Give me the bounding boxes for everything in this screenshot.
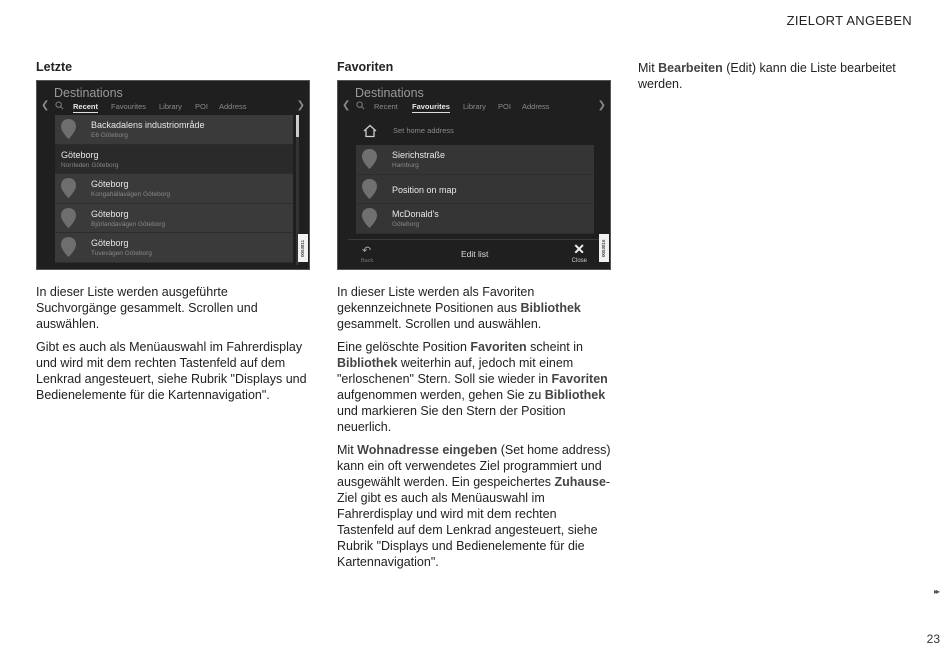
map-pin-icon	[60, 236, 77, 258]
destination-address: Kongahällavägen Göteborg	[91, 191, 171, 198]
screen-favourite-destinations	[337, 80, 611, 270]
destination-name: Göteborg	[91, 208, 129, 219]
close-icon[interactable]: ✕	[573, 241, 585, 257]
list-item[interactable]	[55, 204, 293, 234]
destination-address: Tuvevägen Göteborg	[91, 250, 152, 257]
bottom-action-bar	[348, 239, 600, 269]
paragraph: Eine gelöschte Position Favoriten scheint in Bibliothek weiterhin auf, jedoch mit einem "erloschenen" Stern. Soll sie wieder in Favoriten aufgenommen werden, gehen Sie zu Bibliothek und markieren Sie den Stern der Position neuerlich.	[337, 340, 608, 434]
map-pin-icon	[60, 207, 77, 229]
favourite-list	[356, 145, 594, 234]
tab-recent[interactable]: Recent	[73, 102, 99, 111]
column-edit	[638, 60, 914, 99]
tab-bar	[37, 100, 309, 114]
destination-name: Position on map	[392, 184, 457, 195]
destination-list	[55, 115, 293, 263]
screen-recent-destinations	[36, 80, 310, 270]
destination-name: Göteborg	[61, 149, 99, 160]
chevron-left-icon[interactable]: ❮	[41, 100, 50, 111]
destination-name: Sierichstraße	[392, 150, 446, 160]
search-icon[interactable]	[356, 101, 365, 110]
home-icon	[363, 124, 377, 138]
scrollbar-thumb[interactable]	[296, 115, 299, 137]
tab-favourites[interactable]: Favourites	[111, 102, 147, 111]
map-pin-icon	[60, 177, 77, 199]
section-title-recent: Letzte	[36, 60, 73, 74]
close-label[interactable]: Close	[571, 258, 587, 264]
map-pin-icon	[361, 178, 378, 200]
destination-address: Hamburg	[392, 162, 419, 169]
list-item[interactable]	[55, 174, 293, 204]
tab-address[interactable]: Address	[522, 102, 550, 111]
chapter-title: ZIELORT ANGEBEN	[786, 13, 912, 28]
tab-library[interactable]: Library	[159, 102, 182, 111]
destination-address: Göteborg	[392, 221, 420, 228]
destination-address: Norrleden Göteborg	[61, 161, 119, 169]
edit-list-button[interactable]: Edit list	[461, 249, 489, 259]
image-code: 0053816	[599, 234, 609, 262]
back-arrow-icon[interactable]: ↶	[362, 245, 372, 257]
destination-name: Göteborg	[91, 238, 129, 248]
destination-address: Björlandavägen Göteborg	[91, 220, 166, 228]
chevron-left-icon[interactable]: ❮	[342, 100, 351, 111]
list-item[interactable]	[356, 204, 594, 234]
screen-title: Destinations	[54, 86, 123, 100]
paragraph: Gibt es auch als Menüauswahl im Fahrerdisplay und wird mit dem rechten Tastenfeld auf dem Lenkrad angesteuert, siehe Rubrik "Displays und Bedienelemente für die Kartennavigation".	[36, 340, 307, 402]
paragraph: Mit Wohnadresse eingeben (Set home address) kann ein oft verwendetes Ziel programmiert und ausgewählt werden. Ein gespeichertes Zuhause-Ziel gibt es auch als Menüauswahl im Fahrerdisplay und wird mit dem rechten Tastenfeld auf dem Lenkrad angesteuert, siehe Rubrik "Displays und Bedienelemente für die Kartennavigation".	[337, 443, 611, 569]
chevron-right-icon[interactable]: ❯	[597, 100, 606, 111]
paragraph: In dieser Liste werden als Favoriten gekennzeichnete Positionen aus Bibliothek gesammelt. Scrollen und auswählen.	[337, 285, 581, 331]
map-pin-icon	[60, 118, 77, 140]
set-home-address-item[interactable]	[356, 117, 594, 145]
image-code: 0053811	[298, 234, 308, 262]
destination-name: Göteborg	[91, 179, 129, 189]
tab-poi[interactable]: POI	[498, 102, 511, 111]
destination-name: McDonald's	[392, 209, 439, 219]
search-icon[interactable]	[55, 101, 64, 110]
next-page-icon[interactable]: ▸▸	[933, 587, 938, 596]
list-item[interactable]	[356, 145, 594, 175]
list-item[interactable]	[55, 115, 293, 145]
list-item[interactable]	[55, 233, 293, 263]
map-pin-icon	[361, 148, 378, 170]
destination-name: Backadalens industriområde	[91, 120, 205, 130]
tab-address[interactable]: Address	[219, 102, 247, 111]
screen-title: Destinations	[355, 86, 424, 100]
tab-favourites[interactable]: Favourites	[412, 102, 450, 111]
paragraph: Mit Bearbeiten (Edit) kann die Liste bearbeitet werden.	[638, 61, 896, 91]
destination-address: E6 Göteborg	[91, 132, 128, 139]
page-number: 23	[926, 632, 940, 646]
chevron-right-icon[interactable]: ❯	[296, 100, 305, 111]
list-item[interactable]	[55, 145, 293, 175]
paragraph: In dieser Liste werden ausgeführte Suchvorgänge gesammelt. Scrollen und auswählen.	[36, 285, 258, 331]
column-favourites	[337, 60, 611, 577]
back-label[interactable]: Back	[361, 258, 374, 264]
tab-poi[interactable]: POI	[195, 102, 208, 111]
column-recent	[36, 60, 310, 410]
list-item[interactable]	[356, 175, 594, 205]
map-pin-icon	[361, 207, 378, 229]
tab-bar	[338, 100, 610, 114]
set-home-address-label: Set home address	[393, 126, 454, 135]
section-title-favourites: Favoriten	[337, 60, 394, 74]
tab-recent[interactable]: Recent	[374, 102, 398, 111]
tab-library[interactable]: Library	[463, 102, 486, 111]
